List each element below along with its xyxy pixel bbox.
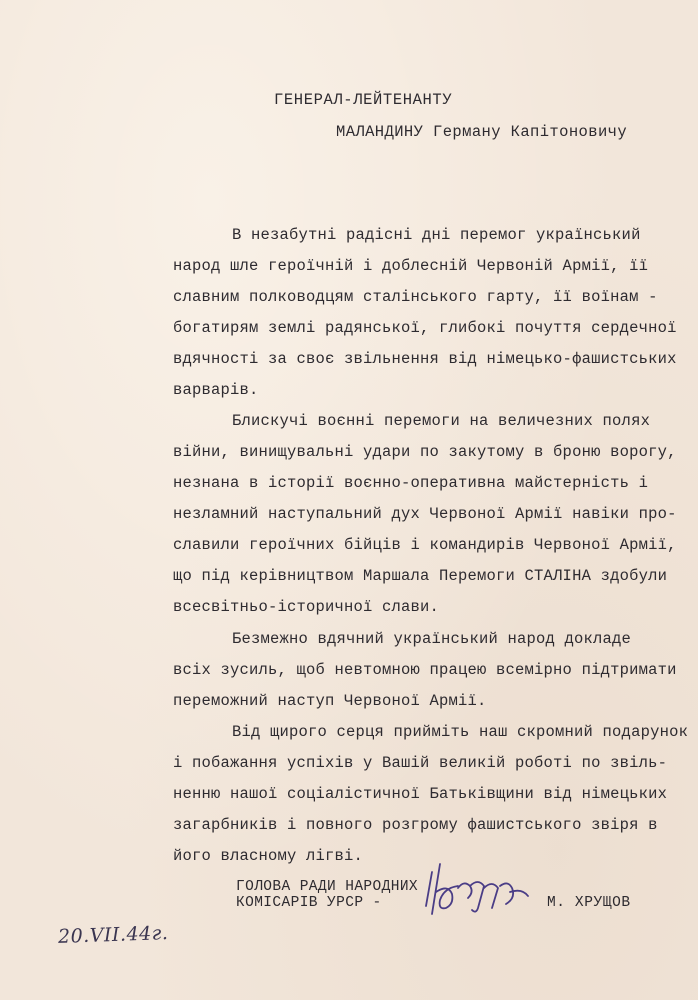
body-line: славним полководцям сталінського гарту, її воїнам - [173, 288, 658, 306]
body-line: Від щирого серця прийміть наш скромний подарунок [232, 723, 689, 741]
body-line: славили героїчних бійців і командирів Червоної Армії, [173, 536, 677, 554]
body-line: що під керівництвом Маршала Перемоги СТАЛІНА здобули [173, 567, 668, 585]
body-line: Блискучі воєнні перемоги на величезних полях [232, 412, 651, 430]
body-line: незнана в історії воєнно-оперативна майстерність і [173, 474, 649, 492]
body-line: загарбників і повного розгрому фашистського звіря в [173, 816, 658, 834]
body-line: всесвітньо-історичної слави. [173, 598, 440, 616]
addressee-rank: ГЕНЕРАЛ-ЛЕЙТЕНАНТУ [274, 91, 453, 109]
body-line: вдячності за своє звільнення від німецько-фашистських [173, 350, 677, 368]
body-line: переможний наступ Червоної Армії. [173, 692, 487, 710]
signatory-title-line1: ГОЛОВА РАДИ НАРОДНИХ [236, 879, 419, 895]
body-line: його власному лігві. [173, 847, 364, 865]
handwritten-signature [418, 858, 538, 918]
signatory-name: М. ХРУЩОВ [547, 895, 631, 911]
body-line: варварів. [173, 381, 259, 399]
handwritten-date: 20.VII.44г. [57, 922, 169, 948]
body-line: ненню нашої соціалістичної Батьківщини від німецьких [173, 785, 668, 803]
signatory-title-line2: КОМІСАРІВ УРСР - [236, 895, 382, 911]
body-line: і побажання успіхів у Вашій великій роботі по звіль- [173, 754, 668, 772]
body-line: незламний наступальний дух Червоної Армії навіки про- [173, 505, 677, 523]
body-line: богатирям землі радянської, глибокі почуття сердечної [173, 319, 677, 337]
body-line: війни, винищувальні удари по закутому в броню ворогу, [173, 443, 677, 461]
body-line: В незабутні радісні дні перемог український [232, 226, 641, 244]
body-line: народ шле героїчній і доблесній Червоній Армії, її [173, 257, 649, 275]
body-line: Безмежно вдячний український народ докладе [232, 630, 632, 648]
addressee-name: МАЛАНДИНУ Герману Капітоновичу [336, 123, 628, 141]
body-line: всіх зусиль, щоб невтомною працею всемірно підтримати [173, 661, 677, 679]
